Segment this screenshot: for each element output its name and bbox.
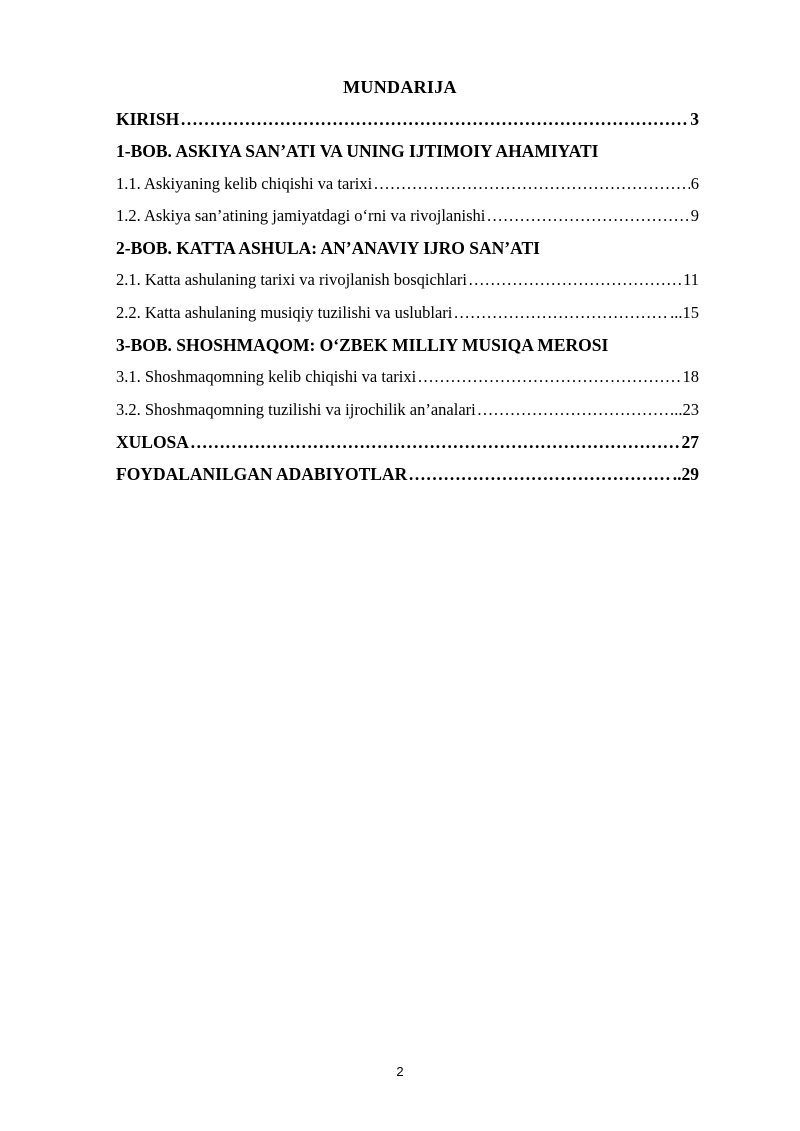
page-title: MUNDARIJA	[343, 77, 457, 97]
toc-entry-1-1	[116, 173, 699, 205]
toc-leader-dots	[180, 108, 689, 130]
toc-entry-page: 9	[690, 205, 699, 225]
toc-entry-3-2	[116, 399, 699, 431]
toc-entry-label: 1.2. Askiya san’atining jamiyatdagi o‘rni va rivojlanishi	[116, 205, 486, 225]
toc-entry-page: 3	[690, 109, 699, 129]
toc-chapter-1-heading	[116, 140, 699, 172]
toc-entry-xulosa	[116, 431, 699, 463]
toc-entry-page: ..29	[672, 464, 699, 485]
toc-leader-dots	[453, 302, 669, 324]
toc-entry-label: 1-BOB. ASKIYA SAN’ATI VA UNING IJTIMOIY AHAMIYATI	[116, 141, 599, 162]
toc-entry-page: 18	[682, 367, 699, 387]
toc-entry-page: 11	[683, 270, 699, 290]
toc-entry-kirish	[116, 108, 699, 140]
toc-entry-label: XULOSA	[116, 431, 189, 452]
toc-entry-2-1	[116, 269, 699, 301]
toc-leader-dots	[417, 366, 681, 388]
toc-entry-page: 6	[690, 173, 699, 193]
page-number: 2	[396, 1064, 404, 1079]
toc-entry-label: 2.1. Katta ashulaning tarixi va rivojlanish bosqichlari	[116, 270, 468, 290]
toc-entry-adabiyotlar	[116, 463, 699, 495]
toc-chapter-2-heading	[116, 237, 699, 269]
toc-entry-page: ...15	[670, 302, 699, 322]
toc-entry-label: 2.2. Katta ashulaning musiqiy tuzilishi va uslublari	[116, 302, 453, 322]
toc-leader-dots	[486, 205, 689, 227]
toc-entry-page: ..23	[674, 399, 699, 419]
toc-entry-label: 3.1. Shoshmaqomning kelib chiqishi va tarixi	[116, 367, 417, 387]
toc-entry-label: KIRISH	[116, 109, 180, 129]
toc-entry-page: 27	[681, 431, 699, 452]
toc-entry-label: FOYDALANILGAN ADABIYOTLAR	[116, 464, 408, 485]
toc-entry-2-2	[116, 302, 699, 334]
toc-entry-1-2	[116, 205, 699, 237]
toc-entry-label: 3-BOB. SHOSHMAQOM: O‘ZBEK MILLIY MUSIQA MEROSI	[116, 335, 609, 356]
toc-entry-label: 3.2. Shoshmaqomning tuzilishi va ijrochilik an’analari	[116, 399, 476, 419]
toc-chapter-3-heading	[116, 334, 699, 366]
toc-leader-dots	[373, 173, 690, 195]
toc-entry-label: 1.1. Askiyaning kelib chiqishi va tarixi	[116, 173, 373, 193]
toc-leader-dots	[190, 431, 681, 453]
toc-entry-label: 2-BOB. KATTA ASHULA: AN’ANAVIY IJRO SAN’ATI	[116, 238, 540, 259]
toc-leader-dots	[408, 463, 672, 485]
table-of-contents	[116, 108, 699, 496]
toc-leader-dots	[477, 399, 674, 421]
toc-leader-dots	[468, 269, 682, 291]
toc-entry-3-1	[116, 366, 699, 398]
